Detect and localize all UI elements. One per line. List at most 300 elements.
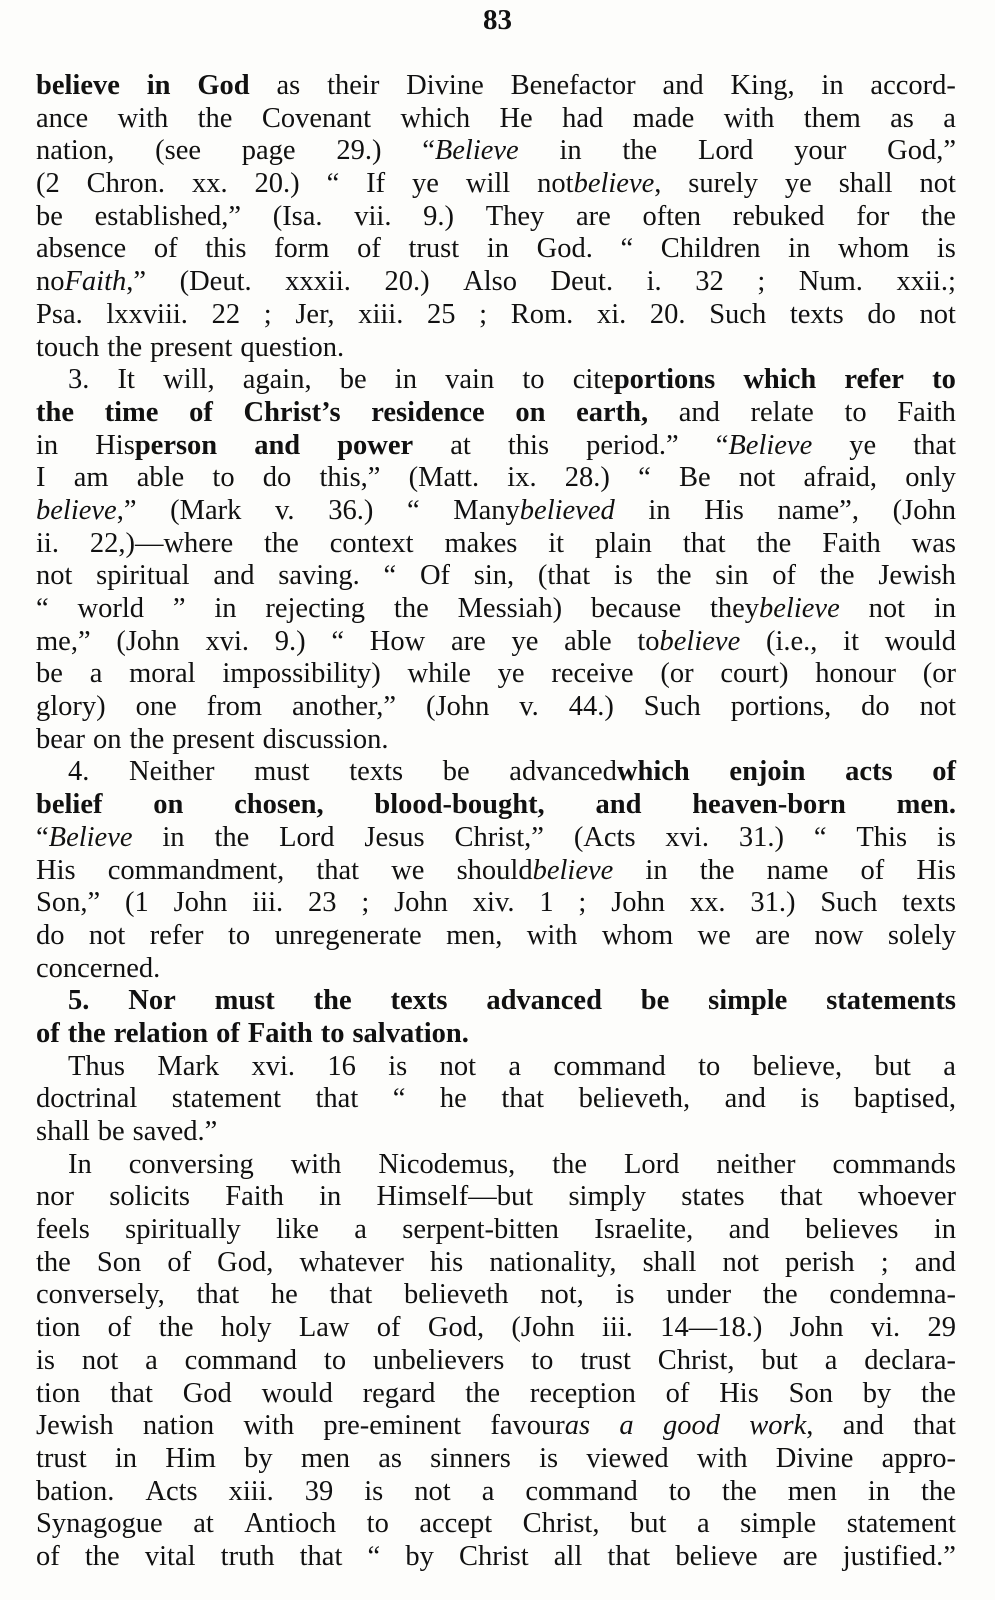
word: Neither (129, 756, 215, 788)
word: do (867, 298, 896, 330)
word: in (36, 429, 59, 461)
word: must (214, 985, 275, 1017)
word: he (270, 1279, 298, 1311)
word: conversing (128, 1148, 254, 1180)
word-group (95, 430, 217, 463)
word: believe (659, 625, 741, 657)
word: of (153, 233, 178, 265)
word: to (698, 1050, 721, 1082)
word: Christ (458, 1540, 529, 1572)
word: would (884, 625, 956, 657)
word: but (874, 1050, 911, 1082)
word: (John (116, 625, 180, 657)
word: the (819, 560, 855, 592)
word: glory) (36, 691, 106, 723)
text-line (36, 756, 956, 789)
word: 22 (211, 298, 241, 330)
word: Jesus (364, 821, 425, 853)
word: the (756, 527, 792, 559)
word: a (943, 1050, 956, 1082)
word: advanced (486, 985, 602, 1017)
word: not (919, 691, 956, 723)
word: ii. (36, 527, 59, 559)
word: and (595, 789, 642, 821)
text-line (36, 201, 956, 234)
text-line (36, 495, 956, 528)
text-line (36, 855, 956, 888)
text-line (36, 1312, 956, 1345)
word: of (860, 854, 885, 886)
word: context (329, 527, 414, 559)
word: and (914, 1246, 956, 1278)
word: not (36, 560, 73, 592)
word-group (36, 822, 133, 855)
word: 36.) (328, 494, 374, 526)
word: is (364, 1475, 384, 1507)
word: not (81, 1344, 119, 1376)
word: accept (419, 1508, 493, 1540)
word: iii. (602, 1312, 633, 1344)
word: xvi. (251, 1050, 295, 1082)
word: Son (788, 1377, 833, 1409)
text-line (36, 233, 956, 266)
word: on (93, 723, 122, 755)
word: portions, (730, 691, 832, 723)
word: the (264, 527, 299, 559)
word: must (254, 756, 310, 788)
word: be (442, 756, 470, 788)
word: justified.” (842, 1540, 956, 1572)
word: spiritual (96, 560, 190, 592)
word: the (67, 1017, 106, 1049)
word: from (206, 691, 263, 723)
word: favour (490, 1410, 565, 1442)
word: of (36, 1017, 60, 1049)
word: time (104, 396, 159, 428)
word: in (645, 854, 668, 886)
word: Chron. (86, 168, 166, 200)
word: in (394, 364, 417, 396)
word: v. (275, 494, 295, 526)
word: commandment, (107, 854, 285, 886)
word: believeth (404, 1279, 509, 1311)
word: able (564, 625, 612, 657)
word: texts (902, 887, 956, 919)
word: and (678, 396, 720, 428)
word: (Deut. (179, 266, 252, 298)
word: this,” (319, 462, 381, 494)
word: often (642, 200, 702, 232)
word: (John (892, 494, 956, 526)
word: and (842, 1410, 884, 1442)
word: Such (709, 298, 767, 330)
word: with (526, 919, 578, 951)
word: chosen, (234, 789, 324, 821)
word: 31.) (750, 887, 796, 919)
word: with (696, 1442, 748, 1474)
word: are (755, 919, 790, 951)
word: made (632, 102, 695, 134)
word: 23 (307, 887, 337, 919)
word: 5. (68, 985, 90, 1017)
word: 39 (304, 1475, 334, 1507)
word: to (323, 1344, 347, 1376)
word: and (213, 560, 255, 592)
word: the (656, 560, 692, 592)
word-group (453, 495, 614, 528)
word: a (696, 1508, 710, 1540)
text-line (36, 1181, 956, 1214)
word: serpent-bitten (402, 1214, 559, 1246)
word: doctrinal (36, 1083, 138, 1115)
word: will (465, 168, 511, 200)
word: of (107, 1312, 132, 1344)
word: in (486, 233, 509, 265)
word: under (666, 1279, 732, 1311)
word: rebuked (732, 200, 825, 232)
word: afraid, (803, 462, 878, 494)
word-group (36, 266, 146, 299)
word-group (573, 364, 716, 397)
text-line (36, 985, 956, 1018)
word: command (525, 1475, 638, 1507)
word: at (193, 1508, 214, 1540)
word: ” (172, 593, 186, 624)
word: their (327, 70, 380, 101)
word: believe (532, 854, 614, 886)
word: established,” (94, 200, 242, 232)
word: conversely, (36, 1279, 165, 1311)
word: truth (220, 1540, 275, 1572)
word: tion (36, 1312, 81, 1344)
word: was (911, 527, 956, 559)
word: had (562, 102, 604, 134)
text-line (36, 364, 956, 397)
word: salvation. (352, 1017, 469, 1049)
text-line (36, 822, 956, 855)
word-group (710, 593, 840, 626)
word: condemna- (829, 1279, 956, 1311)
word: person (134, 429, 218, 461)
word: that (329, 1279, 373, 1311)
word: all (553, 1540, 583, 1572)
word: whoever (857, 1181, 956, 1213)
word: for (856, 200, 890, 232)
word: refer (149, 919, 204, 951)
word: Christ’s (243, 396, 341, 428)
word: 9.) (274, 625, 306, 657)
word: Christ, (657, 1344, 735, 1376)
word: refer (844, 364, 904, 396)
text-line (36, 560, 956, 593)
text-line (36, 1149, 956, 1182)
word: Children (660, 233, 761, 265)
word: by (244, 1442, 273, 1474)
word: God (197, 70, 250, 101)
word: solely (887, 919, 956, 951)
word: Benefactor (510, 70, 636, 101)
word: trust (580, 1344, 631, 1376)
word: of (189, 396, 213, 428)
word: His (719, 1377, 759, 1409)
word: that (315, 1083, 359, 1115)
word: not (439, 1050, 477, 1082)
word-group (749, 1410, 813, 1443)
word: appro- (881, 1442, 956, 1474)
word: another,” (291, 691, 397, 723)
word: Jewish (878, 560, 956, 592)
word: the (921, 1475, 956, 1507)
word: 4. (68, 756, 90, 788)
text-line (36, 1214, 956, 1247)
word: whatever (299, 1246, 404, 1278)
word: simple (708, 985, 788, 1017)
word: v. (519, 691, 539, 723)
word: be (36, 658, 63, 690)
word: His (916, 854, 956, 886)
word: the (197, 102, 233, 134)
word: Israelite, (594, 1214, 694, 1246)
word: 44.) (568, 691, 614, 723)
word: (John (426, 691, 490, 723)
word: 9.) (423, 200, 455, 232)
word: be (339, 364, 367, 396)
word: shall (36, 1116, 90, 1147)
word: to (227, 919, 251, 951)
word: statement (846, 1508, 956, 1540)
word: with (117, 102, 169, 134)
word: sin, (473, 560, 515, 592)
word: in (788, 233, 811, 265)
word-group (422, 135, 519, 168)
word: 31.) (738, 821, 784, 853)
word: Rom. (510, 298, 574, 330)
word: commands (832, 1148, 956, 1180)
word: with (723, 102, 775, 134)
text-line (36, 887, 956, 920)
word: this (507, 429, 550, 461)
word: is (936, 233, 956, 265)
word: nationality, (489, 1246, 617, 1278)
word: acts (845, 756, 893, 788)
word: and (728, 1214, 770, 1246)
text-line (36, 953, 956, 986)
word: we (697, 919, 731, 951)
word: bation. (36, 1475, 115, 1507)
text-line (36, 1476, 956, 1509)
word: name (766, 854, 829, 886)
word: 1 (539, 887, 554, 919)
word: they (709, 593, 760, 624)
word: , (806, 1410, 814, 1442)
word: is (800, 1083, 820, 1115)
word: ; (479, 298, 488, 330)
text-line (36, 135, 956, 168)
word: accord- (870, 70, 956, 101)
word: but (761, 1344, 798, 1376)
word: to (668, 1475, 691, 1507)
word: Many (453, 494, 520, 526)
word: makes (444, 527, 518, 559)
word: that (110, 1377, 153, 1409)
word: “ (367, 1540, 381, 1572)
word: King, (730, 70, 795, 101)
text-line (36, 1508, 956, 1541)
word: to (522, 364, 545, 396)
word: that (501, 1083, 545, 1115)
word: of (376, 1312, 401, 1344)
word: God. (536, 233, 593, 265)
word: (John (511, 1312, 575, 1344)
word: 29.) (336, 135, 382, 167)
word: texts (789, 298, 844, 330)
word: “ (620, 233, 634, 265)
word: 32 (695, 266, 724, 298)
word: Believe (48, 821, 133, 853)
word: belief (36, 789, 103, 821)
word: the (129, 723, 165, 755)
word: nation (142, 1410, 215, 1442)
word: vital (144, 1540, 196, 1572)
word: God, (217, 1246, 274, 1278)
word: to (366, 1508, 389, 1540)
word: the (465, 1377, 501, 1409)
text-line (36, 299, 956, 332)
word: which (616, 756, 690, 788)
word: Such (820, 887, 878, 919)
word: vii. (354, 200, 392, 232)
word: me,” (36, 625, 91, 657)
word: ,” (116, 494, 137, 526)
word: Such (643, 691, 701, 723)
word-group (537, 168, 661, 201)
word: nor (36, 1181, 74, 1213)
word: (or (660, 658, 694, 690)
word-group (509, 756, 689, 789)
word: the (622, 135, 658, 167)
word: iii. (252, 887, 284, 919)
word: “ (383, 560, 397, 592)
word: shall (838, 168, 893, 200)
word: (see (155, 135, 202, 167)
page-number: 83 (483, 4, 512, 36)
word: with (290, 1148, 342, 1180)
text-line (36, 397, 956, 430)
word: advanced (509, 756, 617, 788)
word: a (943, 102, 956, 134)
word: God,” (887, 135, 956, 167)
word: 28.) (564, 462, 610, 494)
word: the (921, 1377, 956, 1409)
word: 22,)—where (89, 527, 234, 559)
word: Also (463, 266, 517, 298)
word: saving. (278, 560, 360, 592)
word: are (782, 1540, 818, 1572)
word: world (77, 593, 144, 624)
word: which (400, 102, 471, 134)
word: Believe (434, 135, 519, 167)
word: to (932, 364, 956, 396)
text-line (36, 1345, 956, 1378)
word-group (457, 855, 614, 888)
word: reception (529, 1377, 636, 1409)
word: in (933, 1214, 956, 1246)
word: (Isa. (272, 200, 323, 232)
word: “ (638, 462, 651, 494)
text-line (36, 168, 956, 201)
word: am (73, 462, 109, 494)
word: and (724, 1083, 766, 1115)
word: solicits (109, 1181, 190, 1213)
text-line (36, 789, 956, 822)
word: honour (815, 658, 896, 690)
word: It (117, 364, 135, 396)
word: Mark (157, 1050, 220, 1082)
word: of (167, 1246, 192, 1278)
word: the (158, 1312, 194, 1344)
word: again, (242, 364, 312, 396)
word: “ (331, 625, 345, 657)
word: “ (406, 494, 420, 526)
word: believe (675, 1540, 758, 1572)
word: power (337, 429, 414, 461)
word: rejecting (265, 593, 366, 624)
word: He (499, 102, 533, 134)
word: it (843, 625, 859, 657)
word: he (439, 1083, 467, 1115)
word: is (36, 1344, 56, 1376)
word: Lord (624, 1148, 680, 1180)
word: Jewish (36, 1410, 114, 1442)
word: xiii. (228, 1475, 274, 1507)
word: (Matt. (408, 462, 480, 494)
word: on (515, 396, 546, 428)
word: ; (263, 298, 272, 330)
word: of (932, 756, 956, 788)
word: in (114, 1442, 138, 1474)
word: simple (740, 1508, 817, 1540)
word: the (762, 1279, 798, 1311)
word: cite (572, 364, 614, 396)
word: vi. (870, 1312, 901, 1344)
word: (or (922, 658, 956, 690)
word: a (145, 1344, 158, 1376)
word: of (772, 560, 796, 592)
word: question. (240, 331, 345, 363)
word: 14—18.) (660, 1312, 763, 1344)
text-line (36, 920, 956, 953)
word: period.” (586, 429, 679, 461)
word: John (394, 887, 448, 919)
word-group (716, 430, 813, 463)
word: They (485, 200, 545, 232)
word: shall (642, 1246, 697, 1278)
word: to (212, 462, 235, 494)
text-line (36, 430, 956, 463)
word: relation (113, 1017, 209, 1049)
word: 3. (68, 364, 90, 396)
word: the (313, 985, 352, 1017)
word: Messiah) (457, 593, 563, 624)
word: xiii. (358, 298, 404, 330)
word: Covenant (261, 102, 372, 134)
word: Thus (68, 1050, 125, 1082)
word: page (241, 135, 296, 167)
word: xvi. (665, 821, 709, 853)
text-line (36, 70, 956, 103)
word: command (184, 1344, 298, 1376)
word: Lord (697, 135, 754, 167)
